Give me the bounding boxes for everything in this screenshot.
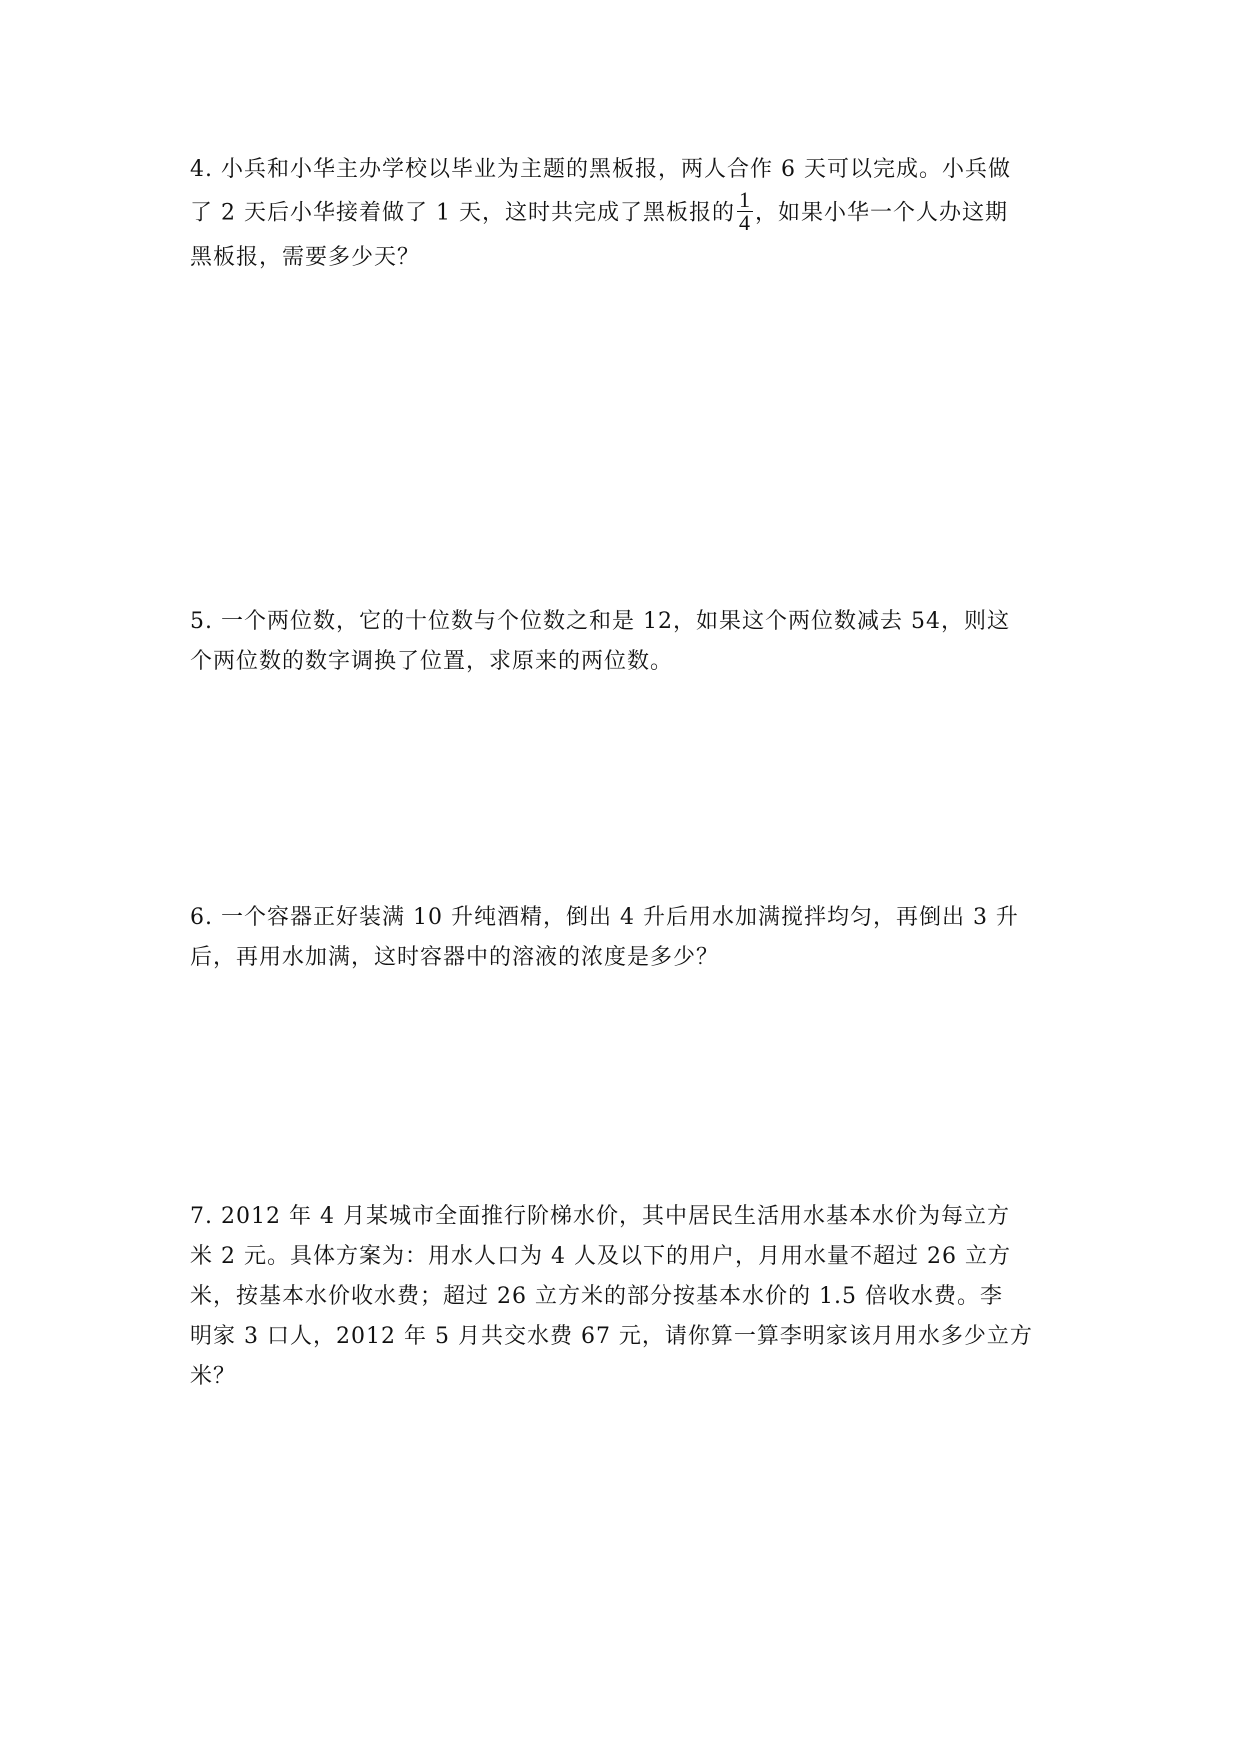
problem-6: [190, 898, 1060, 978]
problem-line: 黑板报，需要多少天？: [190, 245, 421, 270]
problem-line: [190, 187, 1060, 236]
problem-line: 明家 3 口人，2012 年 5 月共交水费 67 元，请你算一算李明家该月用水多少立方: [190, 1324, 1033, 1349]
fraction-denominator: 4: [738, 210, 751, 235]
problem-line: 个两位数的数字调换了位置，求原来的两位数。: [190, 649, 674, 674]
problem-4: [190, 148, 1060, 279]
fraction-numerator: 1: [738, 187, 751, 212]
problem-5: [190, 602, 1060, 682]
problem-line: 米，按基本水价收水费；超过 26 立方米的部分按基本水价的 1.5 倍收水费。李: [190, 1284, 1003, 1309]
problem-line: 7. 2012 年 4 月某城市全面推行阶梯水价，其中居民生活用水基本水价为每立方: [190, 1204, 1010, 1229]
problem-7: [190, 1197, 1060, 1397]
problem-line-text: ，如果小华一个人办这期: [754, 200, 1008, 226]
problem-line: 后，再用水加满，这时容器中的溶液的浓度是多少？: [190, 945, 720, 970]
problem-line: 5. 一个两位数，它的十位数与个位数之和是 12，如果这个两位数减去 54，则这: [190, 609, 1010, 634]
problem-line: 4. 小兵和小华主办学校以毕业为主题的黑板报，两人合作 6 天可以完成。小兵做: [190, 157, 1011, 182]
problem-line: 6. 一个容器正好装满 10 升纯酒精，倒出 4 升后用水加满搅拌均匀，再倒出 3 升: [190, 905, 1019, 930]
fraction-one-quarter: [737, 189, 753, 234]
problem-line: 米 2 元。具体方案为：用水人口为 4 人及以下的用户，月用水量不超过 26 立方: [190, 1244, 1011, 1269]
problem-line-text: 了 2 天后小华接着做了 1 天，这时共完成了黑板报的: [190, 200, 735, 226]
problem-line: 米？: [190, 1364, 237, 1389]
